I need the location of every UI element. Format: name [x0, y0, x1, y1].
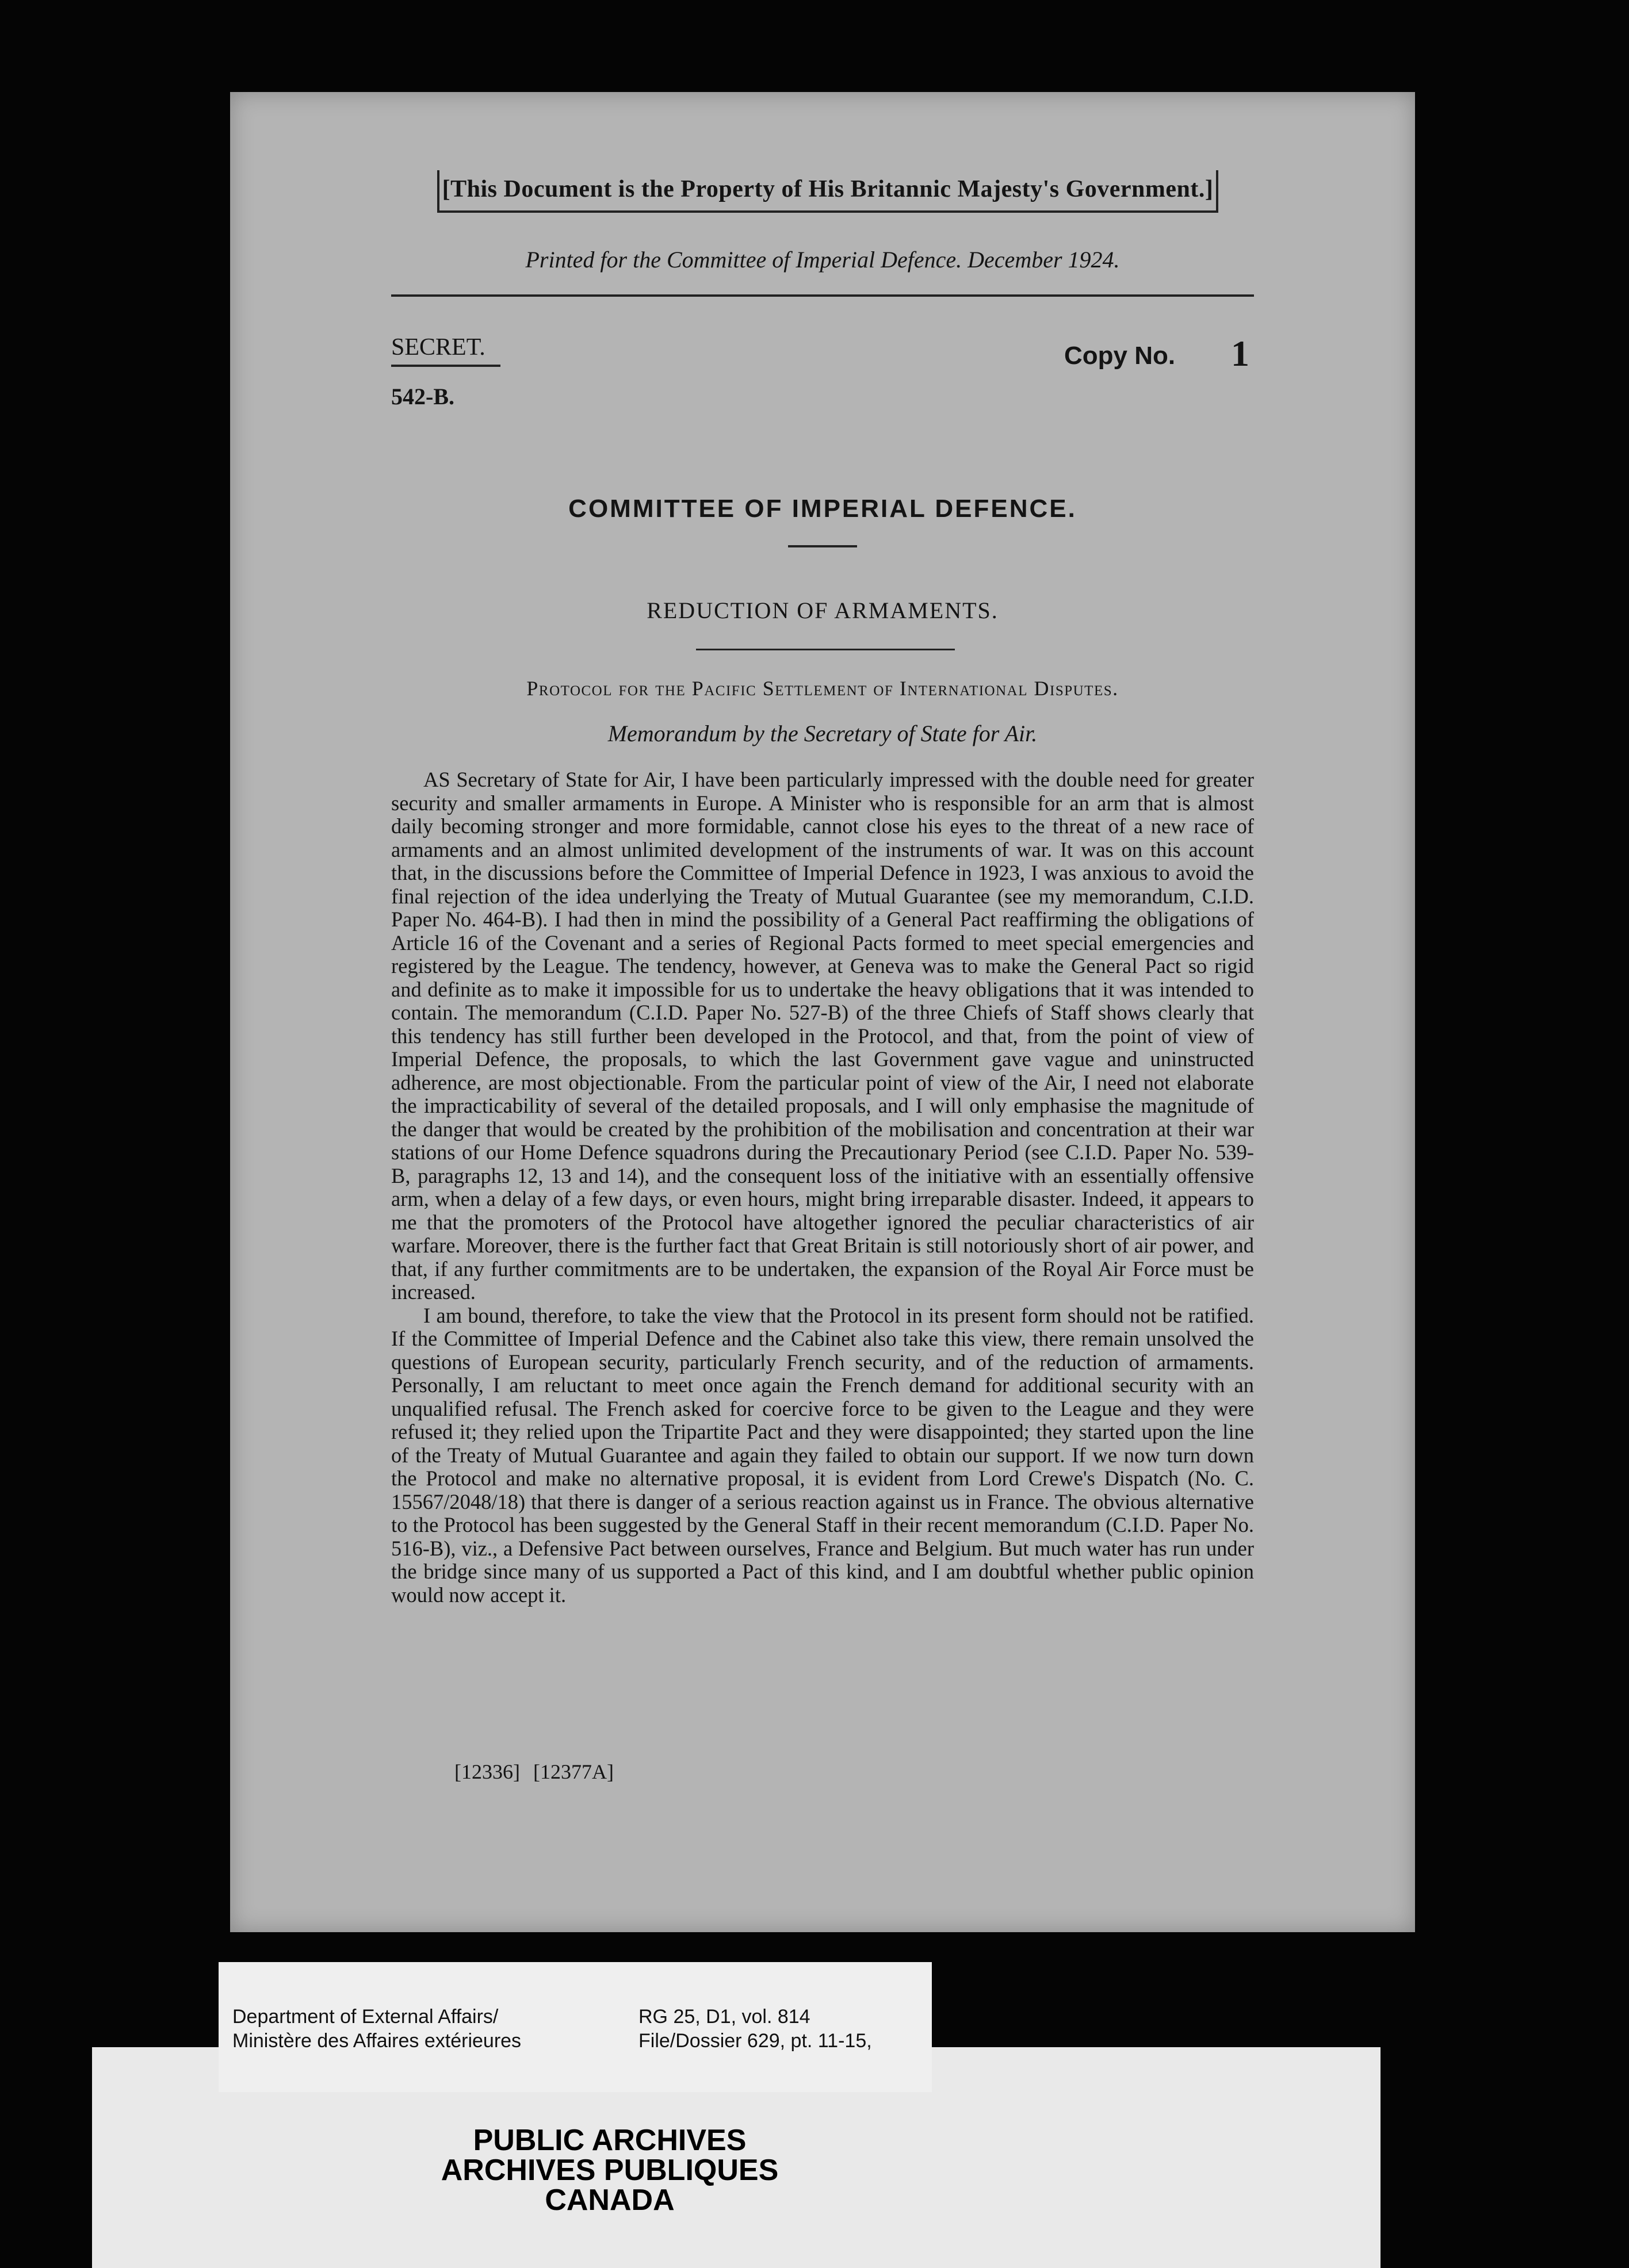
- body-paragraph-2: I am bound, therefore, to take the view that the Protocol in its present form should not be ratified. If the Committee of Imperial Defence and the Cabinet also take this view, there remain unsolved the questions of European security, particularly French security, and of the reduction of armaments. Personally, I am reluctant to meet once again the French demand for additional security with an unqualified refusal. The French asked for coercive force to be given to the League and they were refused it; they relied upon the Tripartite Pact and they were disappointed; they started upon the line of the Treaty of Mutual Guarantee and again they failed to obtain our support. If we now turn down the Protocol and make no alternative proposal, it is evident from Lord Crewe's Dispatch (No. C. 15567/2048/18) that there is danger of a serious reaction against us in France. The obvious alternative to the Protocol has been suggested by the General Staff in their recent memorandum (C.I.D. Paper No. 516-B), viz., a Defensive Pact between ourselves, France and Belgium. But much water has run under the bridge since many of us supported a Pact of this kind, and I am doubtful whether public opinion would now accept it.: [391, 1303, 1254, 1607]
- file-dossier: File/Dossier 629, pt. 11-15,: [638, 2030, 872, 2052]
- secret-marking: SECRET.: [391, 334, 500, 367]
- archive-stamp-line-1: PUBLIC ARCHIVES: [473, 2124, 747, 2157]
- printed-for-line: Printed for the Committee of Imperial Defence. December 1924.: [525, 247, 1120, 273]
- archive-label: [219, 1962, 932, 2092]
- page-reference-numbers: [12336] [12377A]: [454, 1760, 614, 1783]
- department-name: [232, 2005, 521, 2053]
- archive-stamp-line-2: ARCHIVES PUBLIQUES: [441, 2154, 779, 2187]
- copy-label: Copy No.: [1064, 342, 1176, 370]
- protocol-heading: Protocol for the Pacific Settlement of International Disputes.: [526, 677, 1119, 700]
- title-divider: [788, 545, 857, 547]
- archive-stamp: [380, 2125, 840, 2215]
- copy-number: 1: [1231, 333, 1249, 374]
- memorandum-heading: Memorandum by the Secretary of State for Air.: [607, 721, 1038, 746]
- memorandum-body: [391, 768, 1254, 1607]
- archive-stamp-line-3: CANADA: [545, 2183, 675, 2217]
- file-reference: [638, 2005, 872, 2053]
- header-divider: [391, 294, 1254, 297]
- department-fr: Ministère des Affaires extérieures: [232, 2030, 522, 2052]
- committee-title: COMMITTEE OF IMPERIAL DEFENCE.: [568, 495, 1077, 523]
- subject-divider: [696, 649, 955, 650]
- body-paragraph-1: AS Secretary of State for Air, I have been particularly impressed with the double need for greater security and smaller armaments in Europe. A Minister who is responsible for an arm that is almost daily becoming stronger and more formidable, cannot close his eyes to the threat of a new race of armaments and an almost unlimited development of the instruments of war. It was on this account that, in the discussions before the Committee of Imperial Defence in 1923, I was anxious to avoid the final rejection of the idea underlying the Treaty of Mutual Guarantee (see my memorandum, C.I.D. Paper No. 464-B). I had then in mind the possibility of a General Pact reaffirming the obligations of Article 16 of the Covenant and a series of Regional Pacts formed to meet special emergencies and registered by the League. The tendency, however, at Geneva was to make the General Pact so rigid and definite as to make it impossible for us to undertake the heavy obligations that it was intended to contain. The memorandum (C.I.D. Paper No. 527-B) of the three Chiefs of Staff shows clearly that this tendency has still further been developed in the Protocol, and that, from the point of view of Imperial Defence, the proposals, to which the last Government gave vague and uninstructed adherence, are most objectionable. From the particular point of view of the Air, I need not elaborate the impracticability of several of the detailed proposals, and I will only emphasise the magnitude of the danger that would be created by the prohibition of the mobilisation and concentration at their war stations of our Home Defence squadrons during the Precautionary Period (see C.I.D. Paper No. 539-B, paragraphs 12, 13 and 14), and the consequent loss of the initiative with an essentially offensive arm, when a delay of a few days, or even hours, might bring irreparable disaster. Indeed, it appears to me that the promoters of the Protocol have altogether ignored the peculiar characteristics of air warfare. Moreover, there is the further fact that Great Britain is still notoriously short of air power, and that, if any further commitments are to be undertaken, the expansion of the Royal Air Force must be increased.: [391, 768, 1254, 1304]
- document-page: [230, 92, 1415, 1932]
- record-group: RG 25, D1, vol. 814: [638, 2006, 810, 2028]
- department-en: Department of External Affairs/: [232, 2006, 499, 2028]
- property-notice: [This Document is the Property of His Britannic Majesty's Government.]: [437, 170, 1218, 213]
- document-reference: 542-B.: [391, 384, 454, 409]
- subject-title: REDUCTION OF ARMAMENTS.: [647, 597, 999, 623]
